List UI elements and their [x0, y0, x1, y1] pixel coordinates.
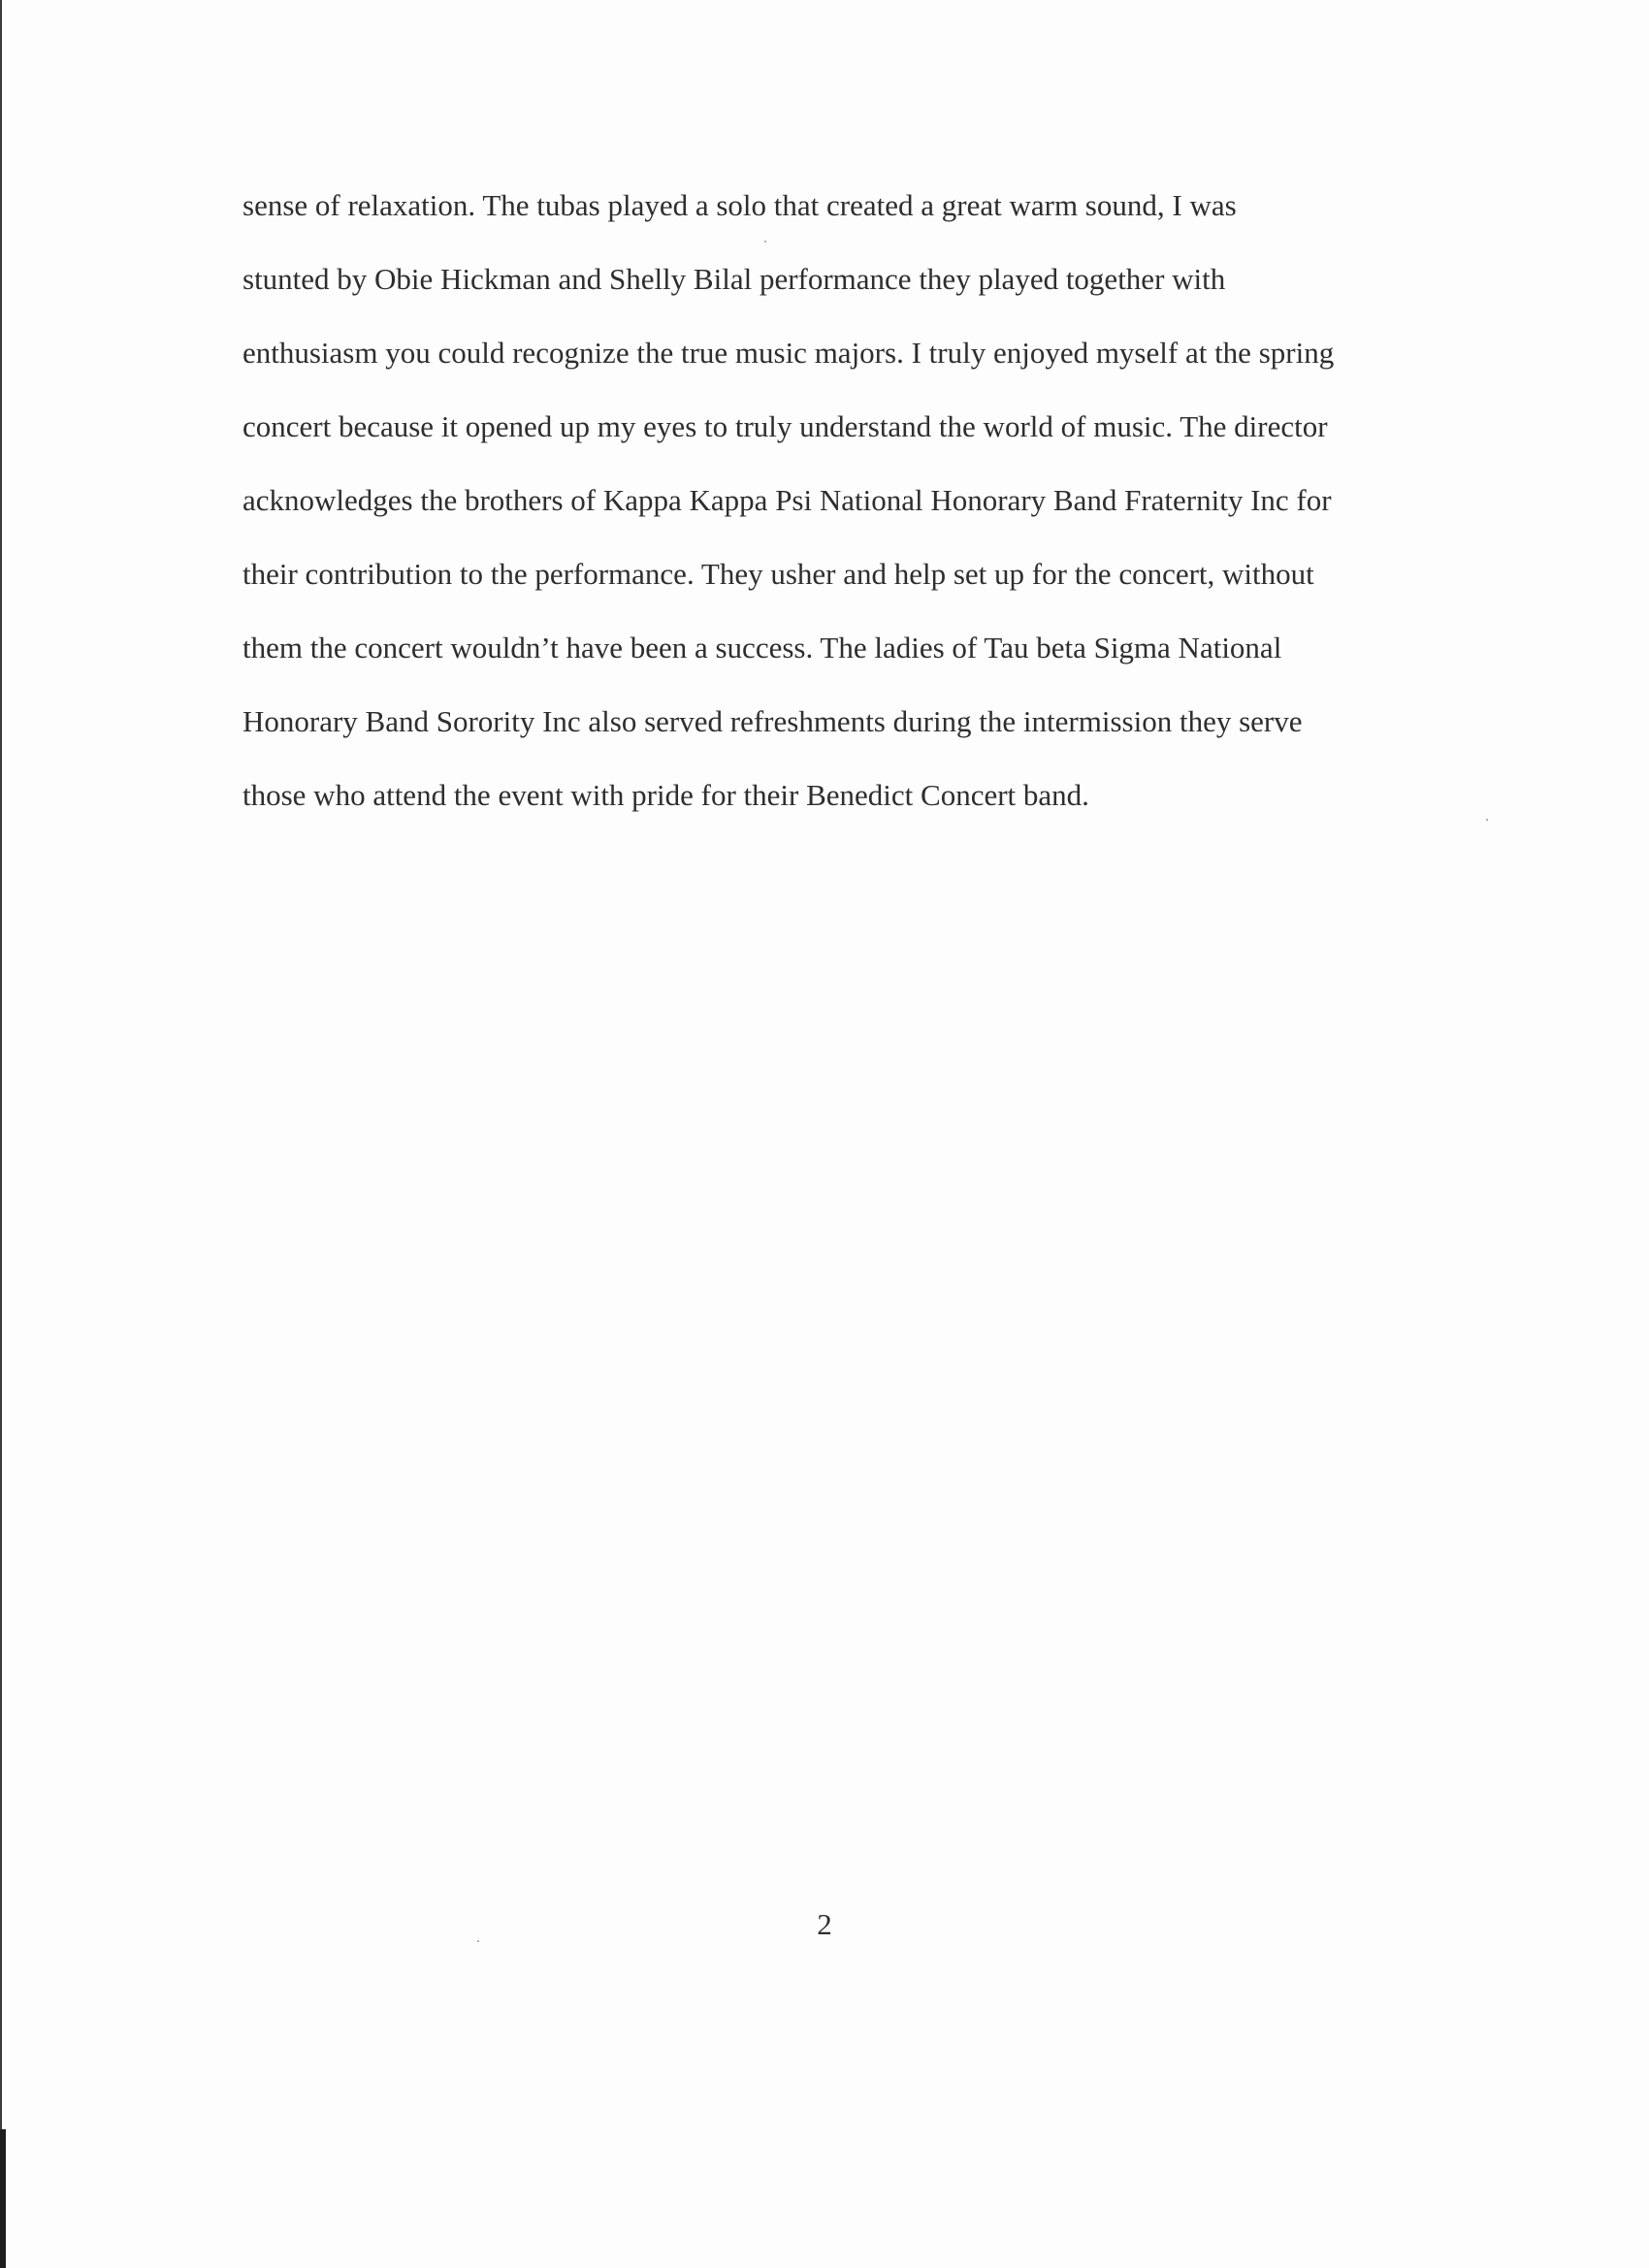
scan-speck [1486, 819, 1488, 821]
scan-speck [764, 241, 766, 243]
text-line: their contribution to the performance. They usher and help set up for the concert, without [242, 557, 1314, 591]
text-line: enthusiasm you could recognize the true music majors. I truly enjoyed myself at the spring [242, 336, 1335, 370]
text-line: concert because it opened up my eyes to truly understand the world of music. The director [242, 409, 1328, 443]
body-paragraph [242, 184, 1436, 848]
text-line: sense of relaxation. The tubas played a solo that created a great warm sound, I was [242, 188, 1237, 222]
text-line: stunted by Obie Hickman and Shelly Bilal performance they played together with [242, 262, 1226, 296]
scan-edge-shadow-bottom [0, 2129, 6, 2268]
text-line: Honorary Band Sorority Inc also served refreshments during the intermission they serve [242, 704, 1303, 738]
text-line: those who attend the event with pride for their Benedict Concert band. [242, 778, 1089, 812]
page-number: 2 [817, 1907, 832, 1941]
scan-speck [477, 1940, 479, 1942]
text-line: acknowledges the brothers of Kappa Kappa Psi National Honorary Band Fraternity Inc for [242, 483, 1332, 517]
text-line: them the concert wouldn’t have been a success. The ladies of Tau beta Sigma National [242, 631, 1282, 664]
